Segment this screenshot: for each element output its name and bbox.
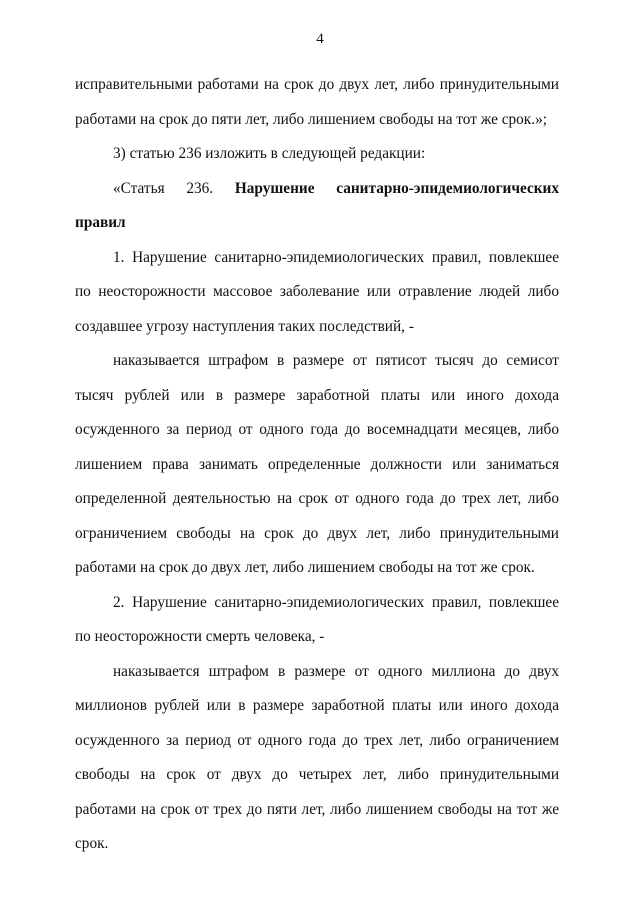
- article-part-1: 1. Нарушение санитарно-эпидемиологических правил, повлекшее по неосторожности массовое заболевание или отравление людей либо создавшее угрозу наступления таких последствий, -: [75, 248, 559, 335]
- article-heading-title: Нарушение санитарно-эпидемиологических правил: [75, 179, 560, 231]
- paragraph-continuation: исправительными работами на срок до двух лет, либо принудительными работами на срок до пяти лет, либо лишением свободы на тот же срок.»;: [75, 76, 559, 128]
- article-part-2: 2. Нарушение санитарно-эпидемиологических правил, повлекшее по неосторожности смерть человека, -: [75, 593, 559, 645]
- article-heading-prefix: «Статья 236.: [113, 179, 235, 197]
- page-number: 4: [316, 31, 324, 47]
- paragraph-amendment-instruction: 3) статью 236 изложить в следующей редакции:: [113, 145, 426, 162]
- article-part-2-sanction: наказывается штрафом в размере от одного миллиона до двух миллионов рублей или в размере заработной платы или иного дохода осужденного за период от одного года до трех лет, либо ограничением свободы на срок от двух до четырех лет, либо принудительными работами на срок от трех до пяти лет, либо лишением свободы на тот же срок.: [75, 662, 559, 852]
- document-body: [75, 68, 559, 862]
- article-heading: [75, 172, 559, 241]
- article-part-1-sanction: наказывается штрафом в размере от пятисот тысяч до семисот тысяч рублей или в размере заработной платы или иного дохода осужденного за период от одного года до восемнадцати месяцев, либо лишением права занимать определенные должности или заниматься определенной деятельностью на срок от одного года до трех лет, либо ограничением свободы на срок до двух лет, либо принудительными работами на срок до двух лет, либо лишением свободы на тот же срок.: [75, 352, 559, 576]
